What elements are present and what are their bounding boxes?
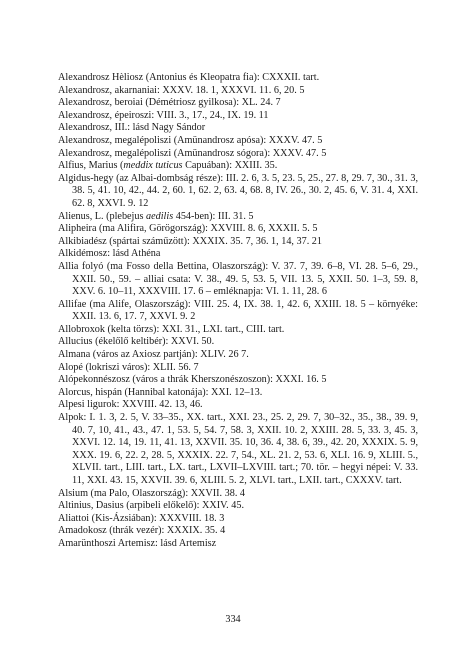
index-entry: Amarünthoszi Artemisz: lásd Artemisz	[58, 537, 217, 549]
index-entry: Alexandrosz, akarnaniai: XXXV. 18. 1, XXXVI. 11. 6, 20. 5	[58, 84, 305, 96]
entry-text: Alfius, Marius (	[58, 160, 124, 172]
index-entry: Alipheira (ma Alifira, Görögország): XXVIII. 8. 6, XXXII. 5. 5	[58, 223, 318, 235]
entry-text: 454-ben): III. 31. 5	[173, 210, 254, 222]
index-entry: Alexandrosz, megalépoliszi (Amünandrosz apósa): XXXV. 47. 5	[58, 134, 323, 146]
index-entry: Altinius, Dasius (arpibeli előkelő): XXIV. 45.	[58, 500, 244, 512]
index-entry	[58, 160, 418, 173]
index-entry: Allia folyó (ma Fosso della Bettina, Olaszország): V. 37. 7, 39. 6–8, VI. 28. 5–6, 29., XXII. 50., 59. – alliai csata: V. 38., 49. 5, 53. 5, VII. 13. 5, XXII. 50. 1–3, 59. 8, XXV. 6. 10–11, XXXVIII. 17. 6 – emléknapja: VI. 1. 11, 28. 6	[58, 260, 418, 298]
index-entry: Almana (város az Axiosz partján): XLIV. 26 7.	[58, 349, 249, 361]
page-number: 334	[225, 614, 241, 625]
index-entry: Alópekonnészosz (város a thrák Kherszonészoszon): XXXI. 16. 5	[58, 374, 327, 386]
index-entry: Amadokosz (thrák vezér): XXXIX. 35. 4	[58, 525, 226, 537]
index-list	[58, 72, 418, 551]
index-entry: Algidus-hegy (az Albai-dombság része): III. 2. 6, 3. 5, 23. 5, 25., 27. 8, 29. 7, 30., 31. 3, 38. 5, 41. 10, 42., 44. 2, 60. 1, 62. 2, 63. 4, 68. 8, IV. 26., 30. 2, 45. 6, V. 31. 4, XXI. 62. 8, XXVI. 9. 12	[58, 172, 418, 209]
entry-italic-term: meddix tuticus	[123, 160, 183, 172]
index-entry: Allucius (ékelőlő keltibér): XXVI. 50.	[58, 336, 215, 348]
index-entry: Alorcus, hispán (Hannibal katonája): XXI. 12–13.	[58, 386, 263, 398]
index-entry: Alexandrosz, épeiroszi: VIII. 3., 17., 24., IX. 19. 11	[58, 109, 269, 121]
index-entry: Allobroxok (kelta törzs): XXI. 31., LXI. tart., CIII. tart.	[58, 323, 285, 335]
entry-text: Alienus, L. (plebejus	[58, 210, 146, 222]
index-entry: Alsium (ma Palo, Olaszország): XXVII. 38. 4	[58, 487, 246, 499]
entry-text: Capuában): XXIII. 35.	[182, 160, 278, 172]
index-entry: Alkidémosz: lásd Athéna	[58, 248, 161, 260]
index-entry: Alexandrosz Hèliosz (Antonius és Kleopatra fia): CXXXII. tart.	[58, 72, 320, 83]
index-entry: Alpok: I. 1. 3, 2. 5, V. 33–35., XX. tart., XXI. 23., 25. 2, 29. 7, 30–32., 35., 38., 39. 9, 40. 7, 10, 41., 43., 47. 1, 53. 5, 54. 7, 58. 3, XXII. 10. 2, XXIII. 28. 5, 33. 3, 45. 3, XXVI. 12. 14, 19. 11, 41. 13, XXVII. 35. 10, 36. 4, 38. 6, 39., 42. 20, XXXIX. 5. 9, XXX. 19. 6, 22. 2, 28. 5, XXXIX. 22. 7, 54., XL. 21. 2, 53. 6, XLI. 16. 9, XLIII. 5., XLVII. tart., LIII. tart., LX. tart., LXVII–LXVIII. tart.; 70. tör. – hegyi népei: V. 33. 11, XXI. 43. 15, XXVII. 39. 6, XLIII. 5. 2, XLVI. tart., LXII. tart., CXXXV. tart.	[58, 412, 418, 486]
index-entry: Alexandrosz, III.: lásd Nagy Sándor	[58, 122, 206, 134]
entry-italic-term: aedilis	[146, 210, 174, 222]
index-entry	[58, 211, 418, 224]
index-entry: Alkibiadész (spártai száműzött): XXXIX. 35. 7, 36. 1, 14, 37. 21	[58, 235, 322, 247]
index-entry: Alopé (lokriszi város): XLII. 56. 7	[58, 361, 199, 373]
index-entry: Alpesi ligurok: XXVIII. 42. 13, 46.	[58, 399, 203, 411]
index-entry: Allifae (ma Alife, Olaszország): VIII. 25. 4, IX. 38. 1, 42. 6, XXIII. 18. 5 – környéke: XXII. 13. 6, 17. 7, XXVI. 9. 2	[58, 298, 418, 323]
index-entry: Alexandrosz, beroiai (Démétriosz gyilkosa): XL. 24. 7	[58, 97, 281, 109]
index-entry: Alexandrosz, megalépoliszi (Amünandrosz sógora): XXXV. 47. 5	[58, 147, 327, 159]
index-entry: Aliattoi (Kis-Ázsiában): XXXVIII. 18. 3	[58, 512, 225, 524]
